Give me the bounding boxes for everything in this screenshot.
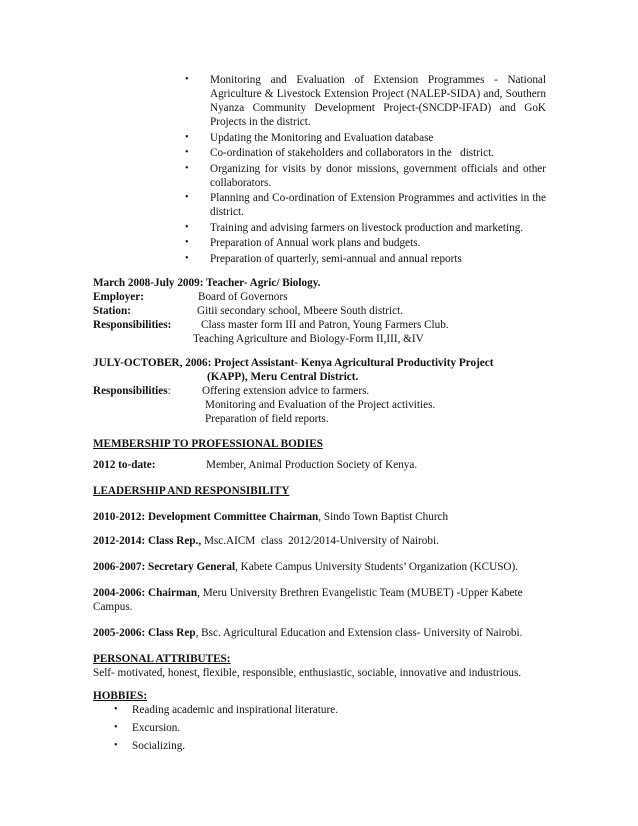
bullet-icon: • — [185, 221, 189, 233]
bullet-icon: • — [185, 147, 189, 158]
membership-heading: MEMBERSHIP TO PROFESSIONAL BODIES — [93, 438, 323, 450]
hobbies-heading: HOBBIES: — [93, 690, 148, 702]
bullet-icon: • — [185, 74, 189, 85]
list-item: • Preparation of Annual work plans and budgets. — [185, 237, 421, 249]
hobbies-list — [114, 703, 338, 757]
leadership-item: 2004-2006: Chairman, Meru University Brethren Evangelistic Team (MUBET) -Upper Kabete Campus. — [93, 587, 523, 613]
job1-resp-2: Teaching Agriculture and Biology-Form II,III, &IV — [193, 333, 424, 345]
job2-title-line1: JULY-OCTOBER, 2006: Project Assistant- Kenya Agricultural Productivity Project — [93, 357, 494, 369]
list-item: • Planning and Co-ordination of Extension Programmes and activities in the district. — [185, 192, 546, 218]
list-item: • Training and advising farmers on livestock production and marketing. — [185, 221, 524, 234]
bullet-icon: • — [185, 131, 189, 143]
leadership-heading: LEADERSHIP AND RESPONSIBILITY — [93, 485, 290, 497]
job2-title-line2: (KAPP), Meru Central District. — [207, 371, 359, 383]
list-item: • Updating the Monitoring and Evaluation database — [185, 131, 434, 144]
job1-station-value: Gitii secondary school, Mbeere South district. — [197, 305, 403, 317]
list-item: • Preparation of quarterly, semi-annual and annual reports — [185, 252, 462, 265]
list-item: • Reading academic and inspirational literature. — [114, 704, 338, 716]
job2-resp-2: Monitoring and Evaluation of the Project activities. — [205, 399, 436, 411]
membership-date: 2012 to-date: — [93, 459, 156, 471]
leadership-item: 2005-2006: Class Rep, Bsc. Agricultural Education and Extension class- University of Nairobi. — [93, 627, 523, 639]
job2-resp-label: Responsibilities: — [93, 385, 171, 397]
job1-resp-label: Responsibilities: — [93, 319, 172, 331]
personal-heading: PERSONAL ATTRIBUTES: — [93, 653, 231, 665]
job1-title: March 2008-July 2009: Teacher- Agric/ Biology. — [93, 277, 321, 289]
bullet-icon: • — [185, 192, 189, 203]
list-item: • Co-ordination of stakeholders and collaborators in the district. — [185, 147, 494, 159]
list-item: • Organizing for visits by donor missions, government officials and other collaborators. — [185, 162, 546, 189]
job2-resp-1: Offering extension advice to farmers. — [202, 385, 370, 397]
bullet-icon: • — [114, 740, 118, 751]
bullet-icon: • — [185, 162, 189, 174]
list-item: • Socializing. — [114, 740, 186, 752]
job1-station-label: Station: — [93, 305, 131, 317]
leadership-item: 2010-2012: Development Committee Chairman, Sindo Town Baptist Church — [93, 511, 449, 523]
personal-text: Self- motivated, honest, flexible, responsible, enthusiastic, sociable, innovative and industrious. — [93, 667, 522, 679]
list-item: • Excursion. — [114, 722, 181, 734]
bullet-icon: • — [185, 237, 189, 248]
job1-resp-1: Class master form III and Patron, Young Farmers Club. — [201, 319, 449, 331]
membership-value: Member, Animal Production Society of Kenya. — [206, 459, 418, 471]
bullet-icon: • — [185, 252, 189, 264]
job1-employer-label: Employer: — [93, 291, 144, 303]
leadership-item: 2012-2014: Class Rep., Msc.AICM class 2012/2014-University of Nairobi. — [93, 535, 439, 547]
duties-list — [184, 73, 546, 267]
leadership-item: 2006-2007: Secretary General, Kabete Campus University Students’ Organization (KCUSO). — [93, 561, 519, 573]
bullet-icon: • — [114, 704, 118, 715]
job1-employer-value: Board of Governors — [198, 291, 288, 303]
list-item: • Monitoring and Evaluation of Extension Programmes - National Agriculture & Livestock Extension Project (NALEP-SIDA) and, Southern Nyanza Community Development Project-(SNCDP-IFAD) and GoK Projects in the district. — [185, 74, 546, 128]
job2-resp-3: Preparation of field reports. — [205, 413, 329, 425]
bullet-icon: • — [114, 722, 118, 733]
